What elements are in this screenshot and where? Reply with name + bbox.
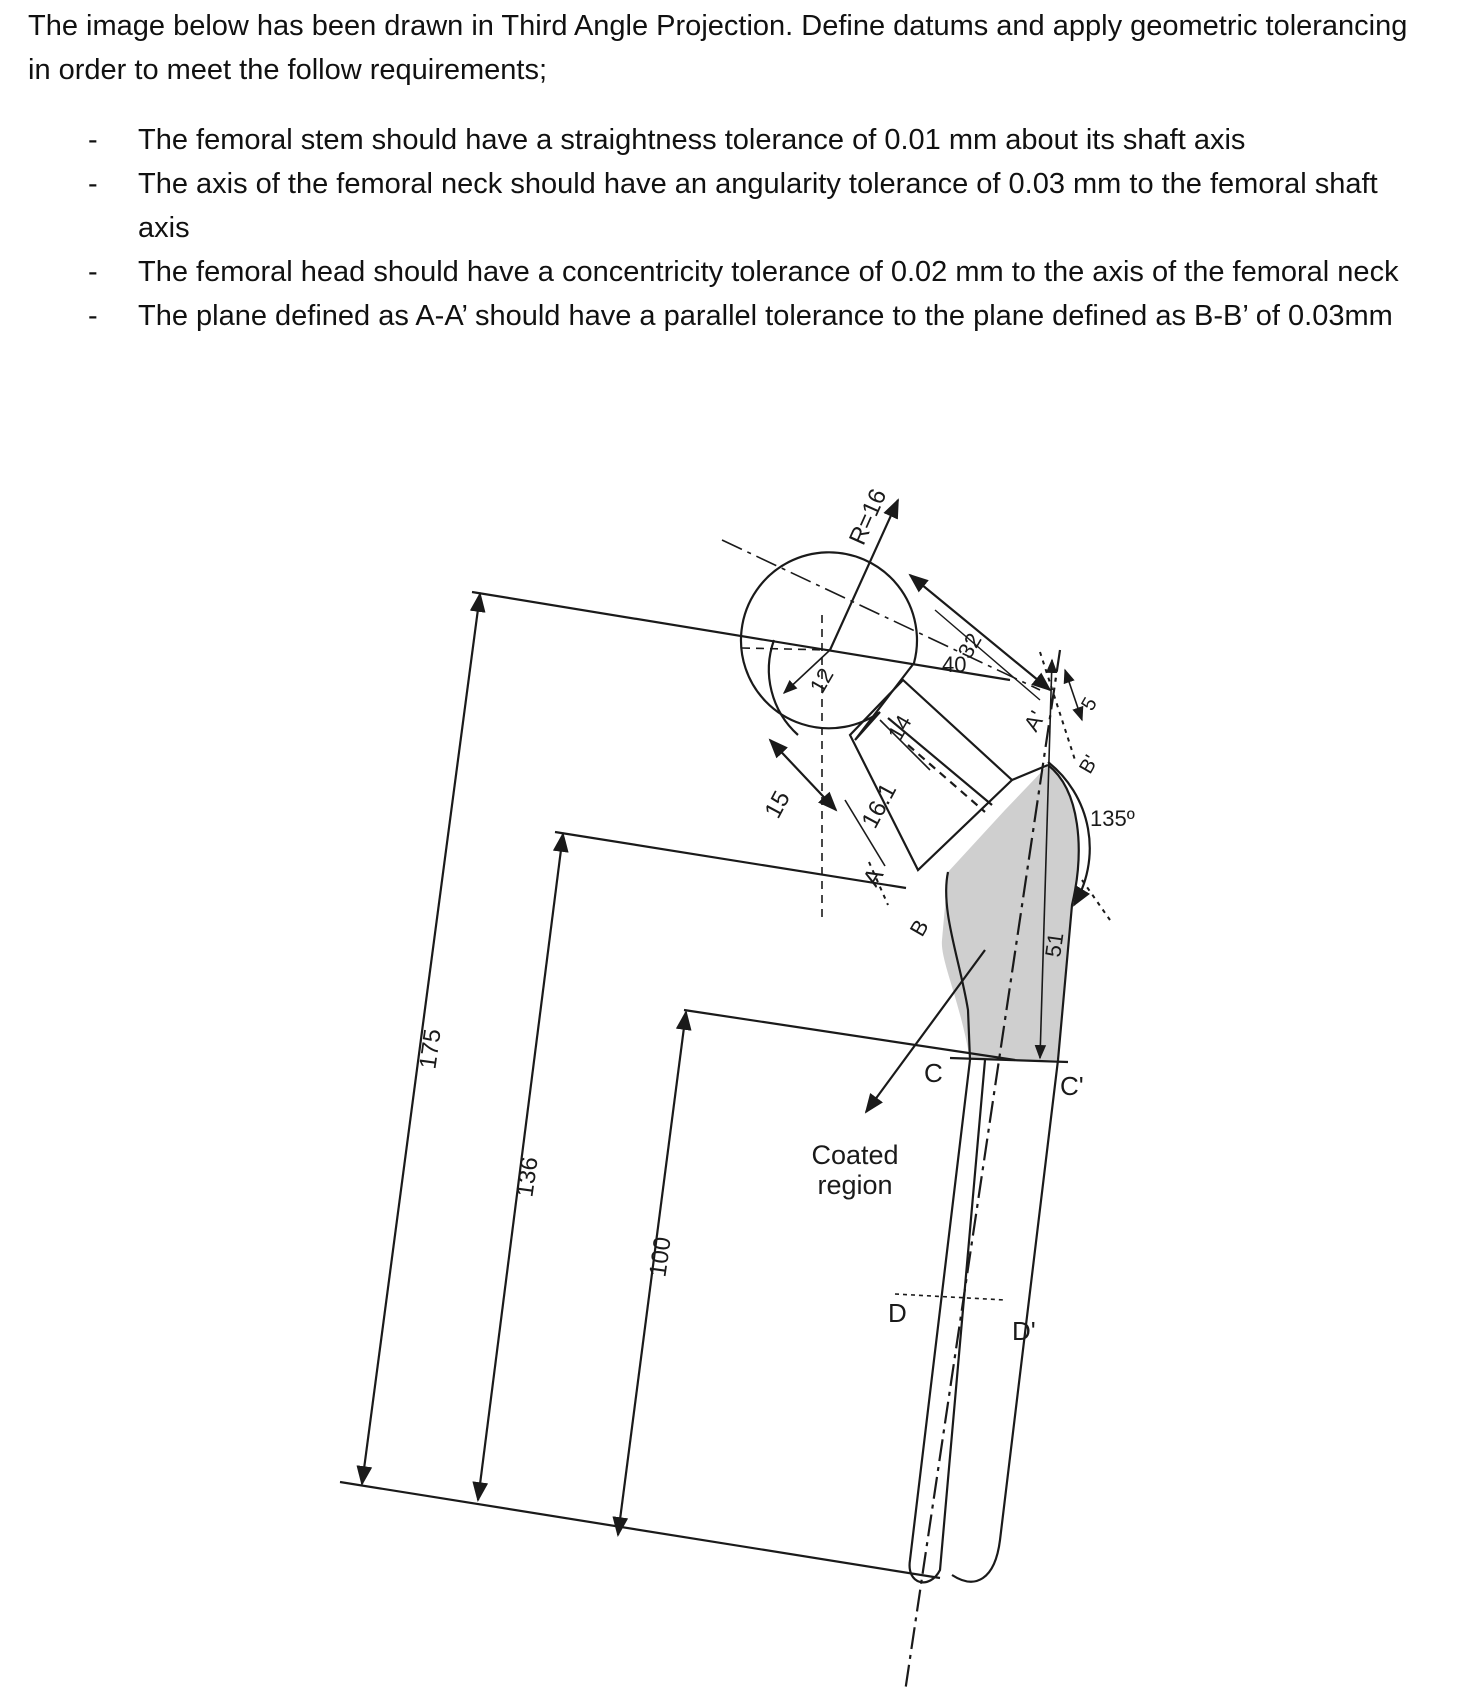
dim-32: 32	[952, 628, 987, 663]
label-d: D	[888, 1298, 907, 1328]
dim-5: 5	[1077, 693, 1102, 715]
requirement-text: The axis of the femoral neck should have an angularity tolerance of 0.03 mm to the femoral shaft axis	[138, 168, 1378, 244]
dim-136: 136	[511, 1155, 544, 1199]
requirement-text: The femoral head should have a concentricity tolerance of 0.02 mm to the axis of the femoral neck	[138, 256, 1399, 288]
dim-radius: R=16	[844, 484, 893, 549]
dim-12: 12	[804, 663, 839, 698]
dim-15: 15	[759, 786, 796, 823]
label-b-prime: B'	[1075, 751, 1103, 778]
femoral-head-outline	[741, 552, 917, 740]
label-a: A	[857, 863, 890, 891]
coated-region-label-line2: region	[817, 1170, 893, 1200]
label-a-prime: A'	[1018, 706, 1050, 736]
dim-51: 51	[1040, 930, 1069, 959]
dim-40: 40	[942, 652, 967, 677]
label-b: B	[904, 915, 934, 941]
dim-16-1: 16.1	[856, 778, 903, 833]
bullet-dash: -	[88, 256, 98, 288]
bullet-dash: -	[88, 300, 98, 332]
label-d-prime: D'	[1012, 1316, 1036, 1346]
coated-region-label-line1: Coated	[811, 1140, 899, 1170]
requirement-text: The plane defined as A-A’ should have a parallel tolerance to the plane defined as B-B’ of 0.03mm	[138, 300, 1393, 332]
dim-175: 175	[414, 1027, 447, 1071]
label-c: C	[924, 1058, 943, 1088]
coated-region-fill	[942, 765, 1079, 1060]
bullet-dash: -	[88, 168, 98, 200]
bullet-dash: -	[88, 124, 98, 156]
requirement-text: The femoral stem should have a straightness tolerance of 0.01 mm about its shaft axis	[138, 124, 1246, 156]
dim-100: 100	[644, 1235, 677, 1279]
label-c-prime: C'	[1060, 1071, 1084, 1101]
dim-14: 14	[882, 710, 917, 745]
shaft-axis	[905, 650, 1060, 1692]
dim-angle: 135º	[1090, 806, 1135, 831]
intro-paragraph: The image below has been drawn in Third Angle Projection. Define datums and apply geometric tolerancing in order to meet the follow requirements;	[28, 10, 1408, 86]
